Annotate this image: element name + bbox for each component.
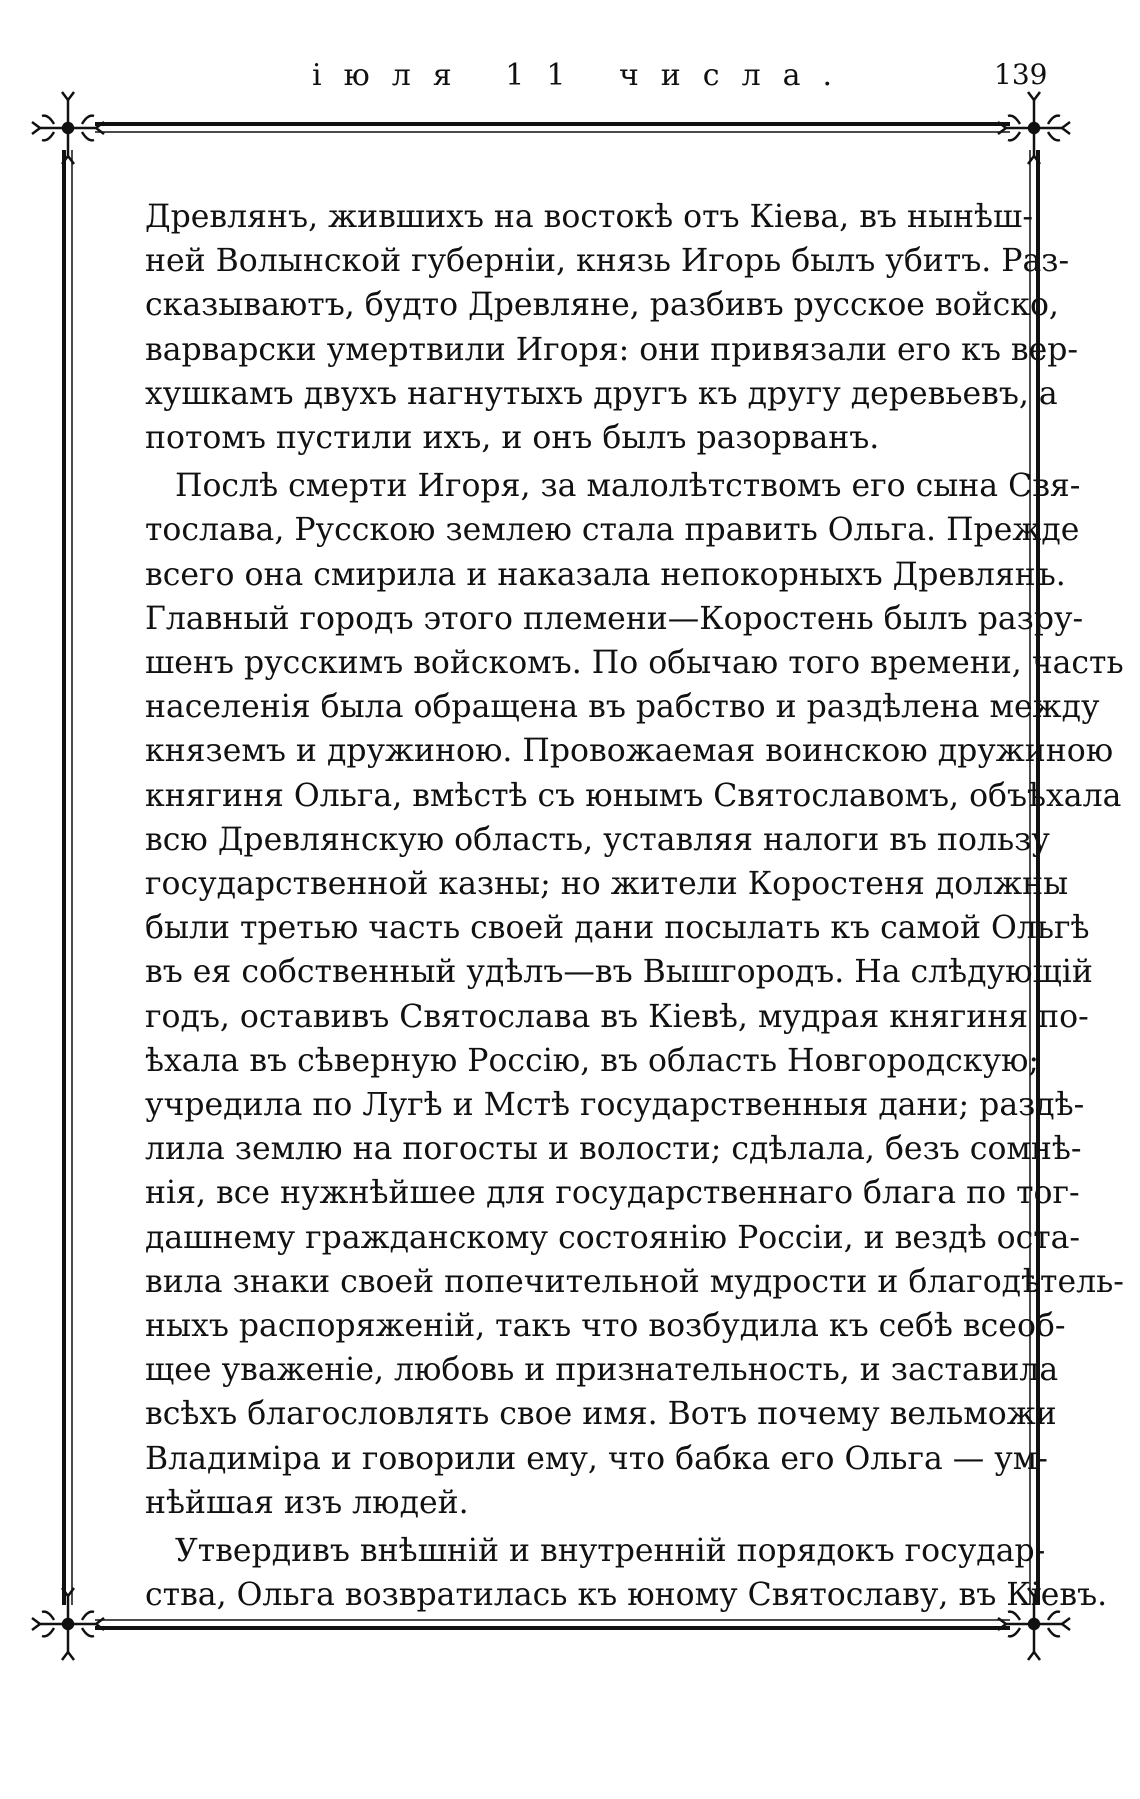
text-line: Владиміра и говорили ему, что бабка его Ольга — ум- xyxy=(145,1440,1048,1477)
running-title: іюля 11 числа. xyxy=(312,58,855,93)
text-line: потомъ пустили ихъ, и онъ былъ разорванъ. xyxy=(145,420,880,457)
text-line: варварски умертвили Игоря: они привязали его къ вер- xyxy=(145,331,1079,368)
text-line: нѣйшая изъ людей. xyxy=(145,1484,469,1521)
fleuron-cross-icon xyxy=(998,92,1070,164)
text-line: были третью часть своей дани посылать къ самой Ольгѣ xyxy=(145,910,1090,947)
text-line: хушкамъ двухъ нагнутыхъ другъ къ другу деревьевъ, а xyxy=(145,375,1058,412)
text-line: ныхъ распоряженій, такъ что возбудила къ себѣ всеоб- xyxy=(145,1308,1066,1345)
text-line: ства, Ольга возвратилась къ юному Святославу, въ Кіевъ. xyxy=(145,1577,1108,1614)
paragraph-3 xyxy=(145,1529,1108,1617)
paragraph-1 xyxy=(145,195,1079,460)
text-line: лила землю на погосты и волости; сдѣлала, безъ сомнѣ- xyxy=(145,1131,1082,1168)
text-line: сказываютъ, будто Древляне, разбивъ русское войско, xyxy=(145,287,1059,324)
text-line: Утвердивъ внѣшній и внутренній порядокъ государ- xyxy=(175,1533,1046,1570)
text-line: Древлянъ, жившихъ на востокѣ отъ Кіева, въ нынѣш- xyxy=(145,199,1033,235)
text-line: годъ, оставивъ Святослава въ Кіевѣ, мудрая княгиня по- xyxy=(145,998,1089,1035)
text-line: тослава, Русскою землею стала править Ольга. Прежде xyxy=(145,512,1080,549)
text-line: дашнему гражданскому состоянію Россіи, и вездѣ оста- xyxy=(145,1219,1081,1256)
text-line: всего она смирила и наказала непокорныхъ Древлянъ. xyxy=(145,556,1066,593)
fleuron-cross-icon xyxy=(32,92,104,164)
body-text xyxy=(145,195,1124,1618)
text-line: ней Волынской губерніи, князь Игорь былъ убитъ. Раз- xyxy=(145,243,1070,280)
text-line: населенія была обращена въ рабство и раздѣлена между xyxy=(145,689,1100,726)
fleuron-cross-icon xyxy=(32,1588,104,1660)
text-line: всѣхъ благословлять свое имя. Вотъ почему вельможи xyxy=(145,1396,1057,1433)
text-line: вила знаки своей попечительной мудрости и благодѣтель- xyxy=(145,1263,1124,1300)
text-line: въ ея собственный удѣлъ—въ Вышгородъ. На слѣдующій xyxy=(145,954,1093,991)
page-number: 139 xyxy=(994,58,1048,91)
text-line: Главный городъ этого племени—Коростень былъ разру- xyxy=(145,600,1084,637)
text-line: ѣхала въ сѣверную Россію, въ область Новгородскую; xyxy=(145,1042,1040,1079)
text-line: княгиня Ольга, вмѣстѣ съ юнымъ Святославомъ, объѣхала xyxy=(145,777,1122,814)
text-line: шенъ русскимъ войскомъ. По обычаю того времени, часть xyxy=(145,645,1124,682)
text-line: княземъ и дружиною. Провожаемая воинскою дружиною xyxy=(145,733,1114,770)
text-line: государственной казны; но жители Коростеня должны xyxy=(145,866,1069,903)
text-line: нія, все нужнѣйшее для государственнаго блага по тог- xyxy=(145,1175,1080,1212)
paragraph-2 xyxy=(145,464,1124,1525)
text-line: Послѣ смерти Игоря, за малолѣтствомъ его сына Свя- xyxy=(175,468,1081,505)
text-line: щее уваженіе, любовь и признательность, и заставила xyxy=(145,1352,1059,1389)
text-line: всю Древлянскую область, уставляя налоги въ пользу xyxy=(145,821,1050,858)
text-line: учредила по Лугѣ и Мстѣ государственныя дани; раздѣ- xyxy=(145,1087,1085,1124)
